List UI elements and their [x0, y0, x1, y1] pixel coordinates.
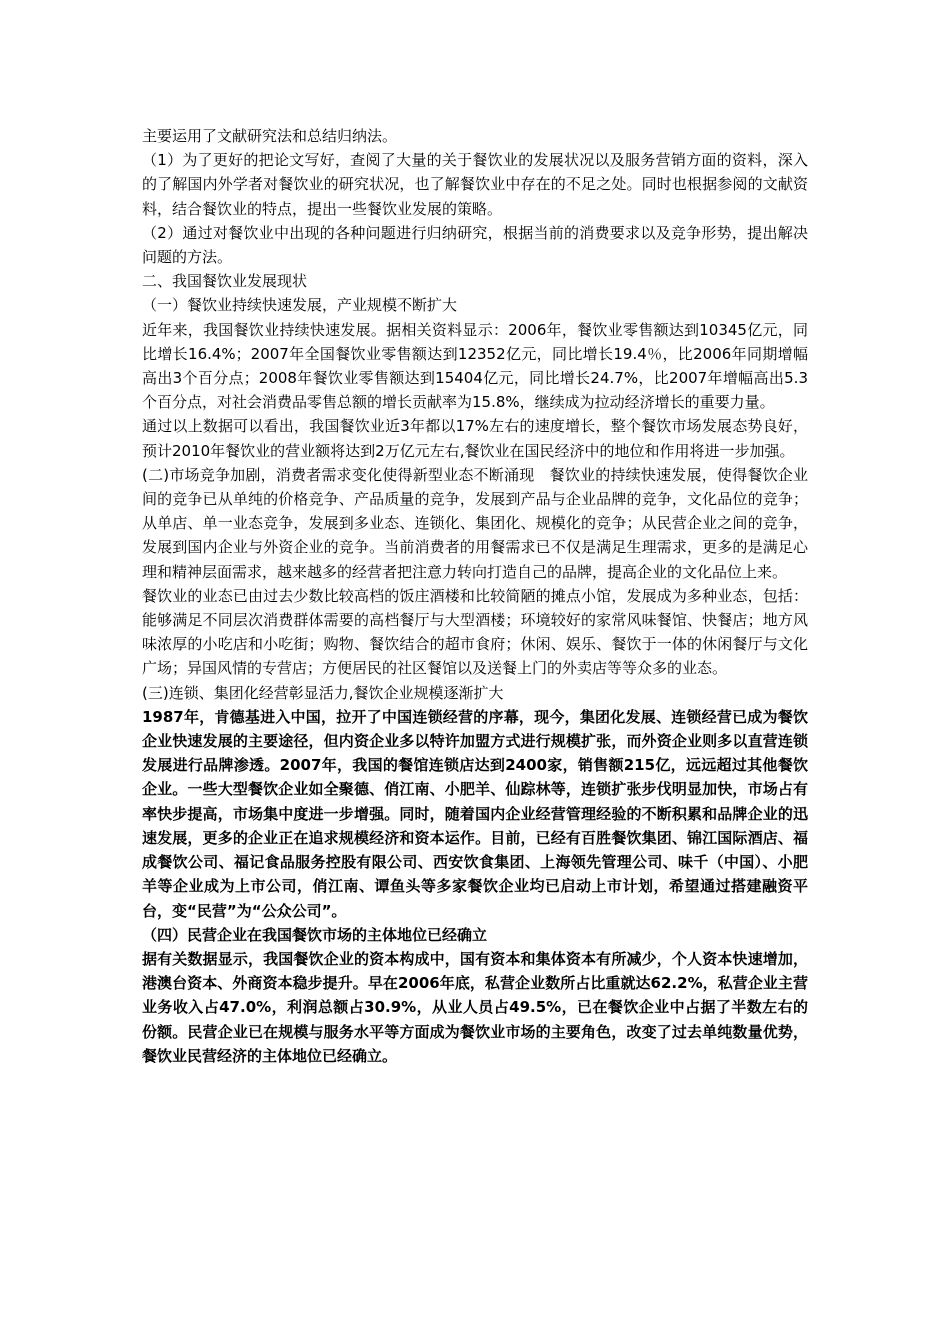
section-2-heading: 二、我国餐饮业发展现状 [142, 272, 308, 291]
document-page [142, 124, 808, 1068]
subsection-1-heading: （一）餐饮业持续快速发展，产业规模不断扩大 [142, 296, 458, 315]
growth-data-paragraph: 近年来，我国餐饮业持续快速发展。据相关资料显示：2006年，餐饮业零售额达到10345亿元，同比增长16.4%；2007年全国餐饮业零售额达到12352亿元，同比增长19.4％，比2006年同期增幅高出3个百分点；2008年餐饮业零售额达到15404亿元，同比增长24.7%，比2007年增幅高出5.3个百分点，对社会消费品零售总额的增长贡献率为15.8%，继续成为拉动经济增长的重要力量。 [142, 320, 808, 412]
private-enterprise-paragraph: 据有关数据显示，我国餐饮企业的资本构成中，国有资本和集体资本有所减少，个人资本快速增加，港澳台资本、外商资本稳步提升。早在2006年底，私营企业数所占比重就达62.2%，私营企业主营业务收入占47.0%，利润总额占30.9%，从业人员占49.5%，已在餐饮企业中占据了半数左右的份额。民营企业已在规模与服务水平等方面成为餐饮业市场的主要角色，改变了过去单纯数量优势，餐饮业民营经济的主体地位已经确立。 [142, 949, 808, 1065]
growth-conclusion-paragraph: 通过以上数据可以看出，我国餐饮业近3年都以17%左右的速度增长，整个餐饮市场发展态势良好，预计2010年餐饮业的营业额将达到2万亿元左右,餐饮业在国民经济中的地位和作用将进一步加强。 [142, 417, 808, 460]
method-summary-paragraph: 主要运用了文献研究法和总结归纳法。 [142, 127, 398, 145]
business-formats-paragraph: 餐饮业的业态已由过去少数比较高档的饭庄酒楼和比较简陋的摊点小馆，发展成为多种业态，包括：能够满足不同层次消费群体需要的高档餐厅与大型酒楼；环境较好的家常风味餐馆、快餐店；地方风味浓厚的小吃店和小吃街；购物、餐饮结合的超市食府；休闲、娱乐、餐饮于一体的休闲餐厅与文化广场；异国风情的专营店；方便居民的社区餐馆以及送餐上门的外卖店等等众多的业态。 [142, 586, 808, 678]
competition-paragraph: (二)市场竞争加剧，消费者需求变化使得新型业态不断涌现 餐饮业的持续快速发展，使得餐饮企业间的竞争已从单纯的价格竞争、产品质量的竞争，发展到产品与企业品牌的竞争，文化品位的竞争；从单店、单一业态竞争，发展到多业态、连锁化、集团化、规模化的竞争；从民营企业之间的竞争，发展到国内企业与外资企业的竞争。当前消费者的用餐需求已不仅是满足生理需求，更多的是满足心理和精神层面需求，越来越多的经营者把注意力转向打造自己的品牌，提高企业的文化品位上来。 [142, 465, 808, 581]
subsection-3-heading: (三)连锁、集团化经营彰显活力,餐饮企业规模逐渐扩大 [142, 683, 504, 702]
method-item-1-paragraph: （1）为了更好的把论文写好，查阅了大量的关于餐饮业的发展状况以及服务营销方面的资料，深入的了解国内外学者对餐饮业的研究状况，也了解餐饮业中存在的不足之处。同时也根据参阅的文献资料，结合餐饮业的特点，提出一些餐饮业发展的策略。 [142, 151, 808, 218]
chain-operation-paragraph: 1987年，肯德基进入中国，拉开了中国连锁经营的序幕，现今，集团化发展、连锁经营已成为餐饮企业快速发展的主要途径，但内资企业多以特许加盟方式进行规模扩张，而外资企业则多以直营连锁发展进行品牌渗透。2007年，我国的餐馆连锁店达到2400家，销售额215亿，远远超过其他餐饮企业。一些大型餐饮企业如全聚德、俏江南、小肥羊、仙踪林等，连锁扩张步伐明显加快，市场占有率快步提高，市场集中度进一步增强。同时，随着国内企业经营管理经验的不断积累和品牌企业的迅速发展，更多的企业正在追求规模经济和资本运作。目前，已经有百胜餐饮集团、锦江国际酒店、福成餐饮公司、福记食品服务控股有限公司、西安饮食集团、上海领先管理公司、味千（中国）、小肥羊等企业成为上市公司，俏江南、谭鱼头等多家餐饮企业均已启动上市计划，希望通过搭建融资平台，变“民营”为“公众公司”。 [142, 707, 808, 920]
method-item-2-paragraph: （2）通过对餐饮业中出现的各种问题进行归纳研究，根据当前的消费要求以及竞争形势，提出解决问题的方法。 [142, 223, 808, 267]
subsection-4-heading: （四）民营企业在我国餐饮市场的主体地位已经确立 [142, 925, 488, 944]
